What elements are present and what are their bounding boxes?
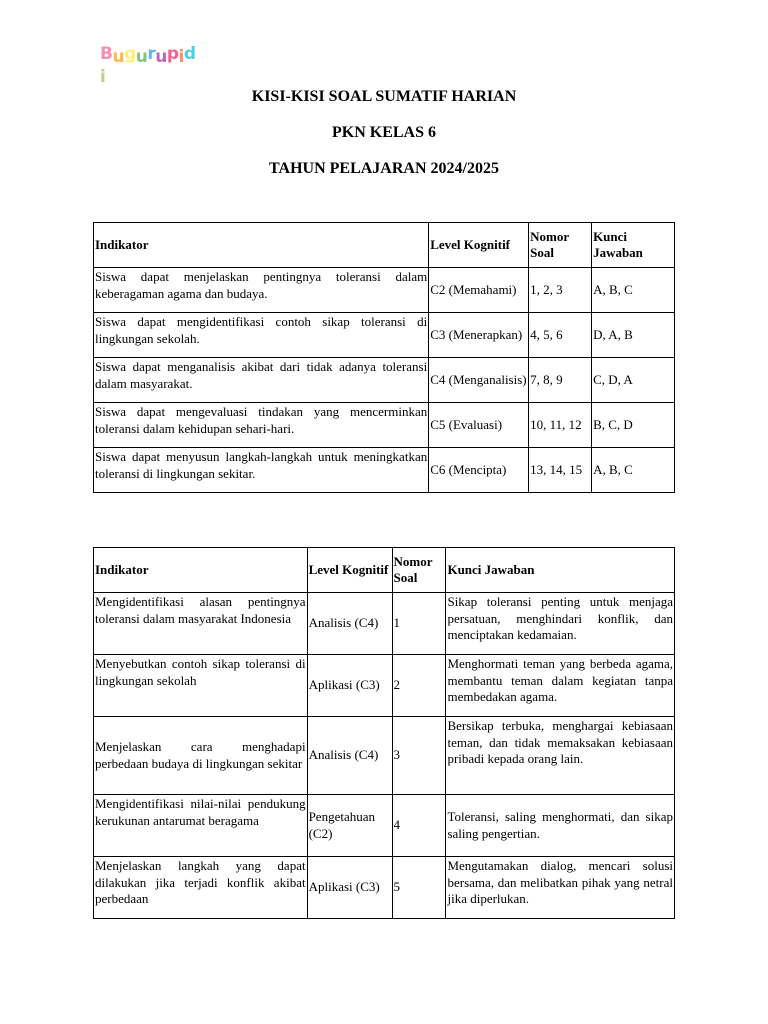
header-kunci-jawaban: Kunci Jawaban	[446, 548, 675, 593]
nomor-cell: 13, 14, 15	[529, 448, 592, 493]
level-cell: C6 (Mencipta)	[429, 448, 529, 493]
indikator-cell: Mengidentifikasi alasan pentingnya toleransi dalam masyarakat Indonesia	[94, 593, 308, 655]
logo-letter: r	[147, 44, 156, 64]
indikator-cell: Siswa dapat mengevaluasi tindakan yang mencerminkan toleransi dalam kehidupan sehari-hari.	[94, 403, 429, 448]
answer-key-table-2	[93, 547, 675, 919]
level-cell: C5 (Evaluasi)	[429, 403, 529, 448]
logo-letter: i	[178, 47, 184, 67]
kunci-cell: Toleransi, saling menghormati, dan sikap saling pengertian.	[446, 795, 675, 857]
indikator-cell: Siswa dapat mengidentifikasi contoh sikap toleransi di lingkungan sekolah.	[94, 313, 429, 358]
header-indikator: Indikator	[94, 223, 429, 268]
kunci-cell: A, B, C	[592, 448, 675, 493]
level-cell: Pengetahuan (C2)	[307, 795, 392, 857]
nomor-cell: 5	[392, 857, 446, 919]
nomor-cell: 3	[392, 717, 446, 795]
indikator-cell: Siswa dapat menyusun langkah-langkah untuk meningkatkan toleransi di lingkungan sekitar.	[94, 448, 429, 493]
header-indikator: Indikator	[94, 548, 308, 593]
table-row	[94, 448, 675, 493]
header-level-kognitif: Level Kognitif	[307, 548, 392, 593]
indikator-cell: Siswa dapat menganalisis akibat dari tidak adanya toleransi dalam masyarakat.	[94, 358, 429, 403]
level-cell: Analisis (C4)	[307, 593, 392, 655]
grid-table-1	[93, 222, 675, 493]
kunci-cell: C, D, A	[592, 358, 675, 403]
kunci-cell: Bersikap terbuka, menghargai kebiasaan teman, dan tidak memaksakan kebiasaan pribadi kepada orang lain.	[446, 717, 675, 795]
indikator-cell: Menyebutkan contoh sikap toleransi di lingkungan sekolah	[94, 655, 308, 717]
indikator-cell: Siswa dapat menjelaskan pentingnya toleransi dalam keberagaman agama dan budaya.	[94, 268, 429, 313]
level-cell: C4 (Menganalisis)	[429, 358, 529, 403]
level-cell: C2 (Memahami)	[429, 268, 529, 313]
kunci-cell: Mengutamakan dialog, mencari solusi bersama, dan melibatkan pihak yang netral jika diperlukan.	[446, 857, 675, 919]
logo-letter: u	[135, 47, 148, 67]
table-row	[94, 857, 675, 919]
logo-letter: d	[183, 44, 196, 64]
table-row	[94, 358, 675, 403]
nomor-cell: 4, 5, 6	[529, 313, 592, 358]
table-row	[94, 403, 675, 448]
indikator-cell: Mengidentifikasi nilai-nilai pendukung kerukunan antarumat beragama	[94, 795, 308, 857]
logo-letter: B	[100, 44, 113, 64]
nomor-cell: 2	[392, 655, 446, 717]
table-row	[94, 795, 675, 857]
nomor-cell: 1	[392, 593, 446, 655]
kunci-cell: Sikap toleransi penting untuk menjaga persatuan, menghindari konflik, dan menciptakan kedamaian.	[446, 593, 675, 655]
indikator-cell: Menjelaskan cara menghadapi perbedaan budaya di lingkungan sekitar	[94, 717, 308, 795]
indikator-cell: Menjelaskan langkah yang dapat dilakukan jika terjadi konflik akibat perbedaan	[94, 857, 308, 919]
document-title: KISI-KISI SOAL SUMATIF HARIAN	[251, 88, 517, 105]
table-row	[94, 268, 675, 313]
table-row	[94, 593, 675, 655]
header-nomor-soal: Nomor Soal	[392, 548, 446, 593]
logo-letter: g	[124, 44, 136, 64]
nomor-cell: 7, 8, 9	[529, 358, 592, 403]
table-row	[94, 313, 675, 358]
logo-letter: u	[112, 47, 125, 67]
nomor-cell: 4	[392, 795, 446, 857]
header-level-kognitif: Level Kognitif	[429, 223, 529, 268]
level-cell: C3 (Menerapkan)	[429, 313, 529, 358]
document-subject: PKN KELAS 6	[331, 124, 436, 141]
table-header-row	[94, 223, 675, 268]
header-nomor-soal: Nomor Soal	[529, 223, 592, 268]
nomor-cell: 10, 11, 12	[529, 403, 592, 448]
level-cell: Aplikasi (C3)	[307, 857, 392, 919]
kunci-cell: B, C, D	[592, 403, 675, 448]
buguru-pidi-logo	[100, 44, 200, 87]
kunci-cell: A, B, C	[592, 268, 675, 313]
logo-wordmark	[100, 45, 200, 85]
level-cell: Analisis (C4)	[307, 717, 392, 795]
kunci-cell: Menghormati teman yang berbeda agama, membantu teman dalam kegiatan tanpa membedakan agama.	[446, 655, 675, 717]
document-year: TAHUN PELAJARAN 2024/2025	[269, 160, 499, 177]
table-row	[94, 717, 675, 795]
nomor-cell: 1, 2, 3	[529, 268, 592, 313]
kunci-cell: D, A, B	[592, 313, 675, 358]
logo-letter: i	[100, 67, 106, 87]
table-row	[94, 655, 675, 717]
table-header-row	[94, 548, 675, 593]
logo-letter: u	[155, 47, 167, 67]
header-kunci-jawaban: Kunci Jawaban	[592, 223, 675, 268]
logo-letter: p	[166, 44, 179, 64]
level-cell: Aplikasi (C3)	[307, 655, 392, 717]
